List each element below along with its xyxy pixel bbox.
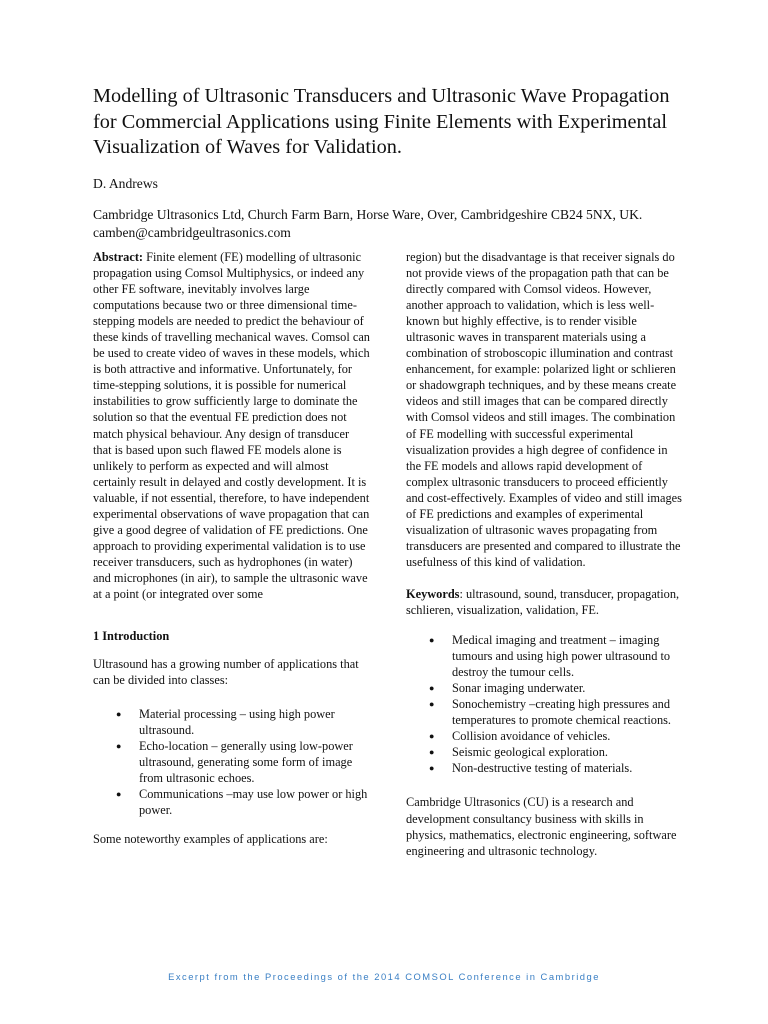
list-item-text: Sonochemistry –creating high pressures and temperatures to promote chemical reactions. (452, 697, 672, 728)
list-item-text: Medical imaging and treatment – imaging tumours and using high power ultrasound to destroy the tumour cells. (452, 633, 671, 680)
affiliation: Cambridge Ultrasonics Ltd, Church Farm Barn, Horse Ware, Over, Cambridgeshire CB24 5NX, UK. (93, 207, 643, 222)
list-item (406, 696, 683, 728)
examples-intro: Some noteworthy examples of applications are: (93, 831, 328, 846)
bullet-icon: ● (429, 635, 435, 646)
list-item (93, 738, 370, 786)
affiliation-block (93, 206, 713, 241)
abstract-text-left: Finite element (FE) modelling of ultrasonic propagation using Comsol Multiphysics, or indeed any other FE software, inevitably involves large computations because two or three dimensional time-stepping models are needed to predict the behaviour of these kinds of travelling mechanical waves. Comsol can be used to create video of waves in these models, which is both attractive and informative. Unfortunately, for time-stepping solutions, it is possible for numerical instabilities to grow sufficiently large to dominate the solution so that the eventual FE prediction does not match physical behaviour. Any design of transducer that is based upon such flawed FE models alone is unlikely to perform as expected and will almost certainly result in delayed and costly development. It is valuable, if not essential, therefore, to have independent experimental observations of wave propagation that can give a good degree of validation of FE predictions. One approach to providing experimental validation is to use receiver transducers, such as hydrophones (in water) and microphones (in air), to sample the ultrasonic wave at a point (or integrated over some (93, 250, 370, 601)
left-column (93, 249, 370, 847)
bullet-icon: ● (116, 741, 122, 752)
list-item-text: Collision avoidance of vehicles. (452, 729, 611, 744)
bullet-icon: ● (429, 747, 435, 758)
bullet-icon: ● (429, 763, 435, 774)
examples-list (406, 632, 683, 776)
list-item-text: Material processing – using high power ultrasound. (139, 707, 335, 738)
list-item (93, 786, 370, 818)
bullet-icon: ● (429, 731, 435, 742)
list-item (406, 744, 683, 760)
list-item (406, 760, 683, 776)
list-item-text: Echo-location – generally using low-power ultrasound, generating some form of image from ultrasonic echoes. (139, 739, 353, 786)
section-heading-introduction: 1 Introduction (93, 629, 170, 644)
right-column (406, 249, 683, 859)
list-item-text: Seismic geological exploration. (452, 745, 608, 760)
cu-paragraph: Cambridge Ultrasonics (CU) is a research and development consultancy business with skills in physics, mathematics, electronic engineering, software engineering and ultrasonic technology. (406, 795, 677, 858)
intro-paragraph: Ultrasound has a growing number of applications that can be divided into classes: (93, 657, 359, 688)
author-name: D. Andrews (93, 176, 158, 191)
keywords-label: Keywords (406, 586, 460, 601)
paper-title: Modelling of Ultrasonic Transducers and Ultrasonic Wave Propagation for Commercial Applications using Finite Elements with Experimental Visualization of Waves for Validation. (93, 85, 670, 158)
list-item (406, 728, 683, 744)
list-item-text: Sonar imaging underwater. (452, 681, 586, 696)
keywords-paragraph (406, 586, 683, 618)
bullet-icon: ● (116, 709, 122, 720)
proceedings-footer: Excerpt from the Proceedings of the 2014 COMSOL Conference in Cambridge (168, 971, 600, 982)
classes-list (93, 706, 370, 818)
keywords-text: : ultrasound, sound, transducer, propagation, schlieren, visualization, validation, FE. (406, 586, 680, 617)
abstract-paragraph (93, 249, 370, 602)
bullet-icon: ● (116, 789, 122, 800)
list-item (406, 680, 683, 696)
list-item (406, 632, 683, 680)
list-item-text: Communications –may use low power or high power. (139, 787, 368, 818)
bullet-icon: ● (429, 683, 435, 694)
bullet-icon: ● (429, 699, 435, 710)
list-item-text: Non-destructive testing of materials. (452, 761, 633, 776)
email-link[interactable]: camben@cambridgeultrasonics.com (93, 224, 291, 240)
abstract-label: Abstract: (93, 250, 144, 264)
list-item (93, 706, 370, 738)
abstract-text-right: region) but the disadvantage is that receiver signals do not provide views of the propagation path that can be directly compared with Comsol videos. However, another approach to validation, which is less well-known but highly effective, is to render visible ultrasonic waves in transparent materials using a combination of stroboscopic illumination and contrast enhancement, for example: polarized light or schlieren or shadowgraph techniques, and by these means create videos and still images that can be compared directly with Comsol videos and still images. The combination of FE modelling with successful experimental visualization provides a high degree of confidence in the FE models and allows rapid development of complex ultrasonic transducers to proceed efficiently and cost-effectively. Examples of video and still images of FE predictions and examples of experimental visualization of ultrasonic waves propagating from transducers are presented and compared to illustrate the usefulness of this kind of validation. (406, 250, 682, 569)
